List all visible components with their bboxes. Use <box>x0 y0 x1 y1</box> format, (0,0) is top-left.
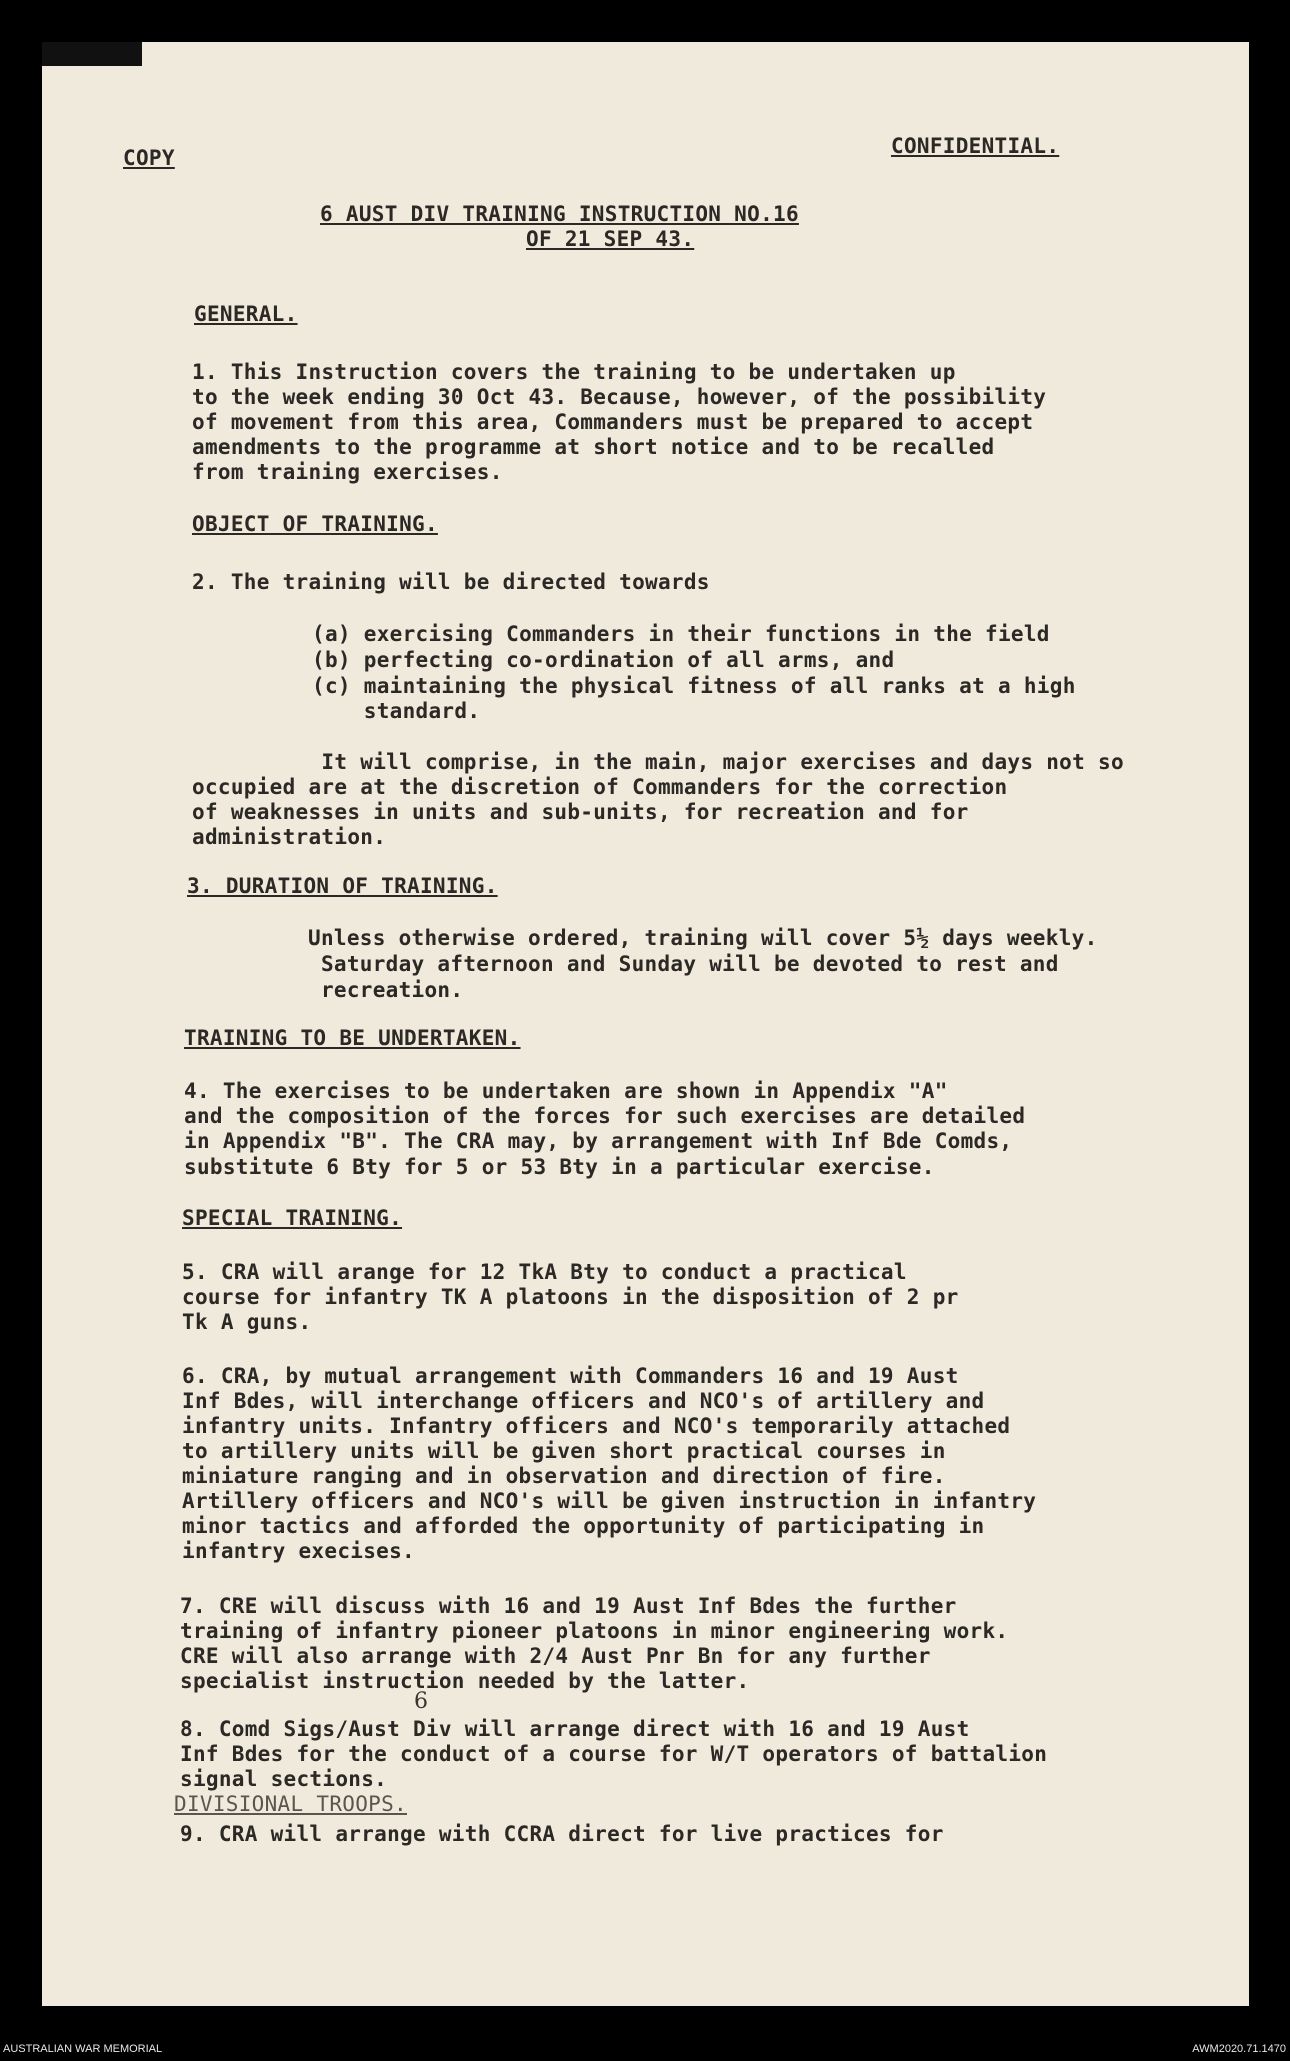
p2-item: standard. <box>312 699 481 723</box>
p1-line: to the week ending 30 Oct 43. Because, however, of the possibility <box>192 385 1047 409</box>
p6-line: infantry units. Infantry officers and NCO's temporarily attached <box>182 1414 1011 1438</box>
p4-line: and the composition of the forces for such exercises are detailed <box>184 1104 1026 1128</box>
classification: CONFIDENTIAL. <box>891 134 1060 158</box>
p5-line: course for infantry TK A platoons in the disposition of 2 pr <box>182 1285 959 1309</box>
p6-line: miniature ranging and in observation and direction of fire. <box>182 1464 946 1488</box>
p8-line: signal sections. <box>180 1767 388 1791</box>
p7-line: training of infantry pioneer platoons in minor engineering work. <box>180 1619 1009 1643</box>
p4-line: substitute 6 Bty for 5 or 53 Bty in a particular exercise. <box>184 1155 935 1179</box>
p6-line: 6. CRA, by mutual arrangement with Commanders 16 and 19 Aust <box>182 1364 959 1388</box>
footer-archive-name: AUSTRALIAN WAR MEMORIAL <box>3 2043 163 2055</box>
title-line-2: OF 21 SEP 43. <box>526 227 695 251</box>
p1-line: of movement from this area, Commanders must be prepared to accept <box>192 410 1034 434</box>
p2-intro: 2. The training will be directed towards <box>192 570 710 594</box>
heading-duration: 3. DURATION OF TRAINING. <box>187 874 498 898</box>
p4-line: 4. The exercises to be undertaken are shown in Appendix "A" <box>184 1079 948 1103</box>
p6-line: to artillery units will be given short practical courses in <box>182 1439 946 1463</box>
heading-object-of-training: OBJECT OF TRAINING. <box>192 512 438 536</box>
document-page <box>42 42 1249 2006</box>
p8-line: 8. Comd Sigs/Aust Div will arrange direct with 16 and 19 Aust <box>180 1717 970 1741</box>
p5-line: Tk A guns. <box>182 1310 312 1334</box>
p1-line: 1. This Instruction covers the training to be undertaken up <box>192 360 956 384</box>
footer-archive-id: AWM2020.71.1470 <box>1192 2043 1286 2055</box>
p2-more-line: of weaknesses in units and sub-units, for recreation and for <box>192 800 969 824</box>
p6-line: infantry execises. <box>182 1539 415 1563</box>
p3-line: Unless otherwise ordered, training will cover 5½ days weekly. <box>308 926 1098 950</box>
p5-line: 5. CRA will arange for 12 TkA Bty to conduct a practical <box>182 1260 907 1284</box>
p1-line: from training exercises. <box>192 460 503 484</box>
p7-line: CRE will also arrange with 2/4 Aust Pnr Bn for any further <box>180 1644 931 1668</box>
p2-item: (a) exercising Commanders in their functions in the field <box>312 622 1050 646</box>
title-line-1: 6 AUST DIV TRAINING INSTRUCTION NO.16 <box>320 202 799 226</box>
p6-line: minor tactics and afforded the opportunity of participating in <box>182 1514 985 1538</box>
p3-line: recreation. <box>308 978 464 1002</box>
p4-line: in Appendix "B". The CRA may, by arrangement with Inf Bde Comds, <box>184 1129 1013 1153</box>
copy-mark: COPY <box>123 146 175 170</box>
p6-line: Artillery officers and NCO's will be given instruction in infantry <box>182 1489 1037 1513</box>
heading-general: GENERAL. <box>194 302 298 326</box>
p3-line: Saturday afternoon and Sunday will be devoted to rest and <box>308 952 1059 976</box>
p7-line: specialist instruction needed by the latter. <box>180 1669 750 1693</box>
p9-line: 9. CRA will arrange with CCRA direct for live practices for <box>180 1822 944 1846</box>
heading-special-training: SPECIAL TRAINING. <box>182 1206 403 1230</box>
p2-item: (b) perfecting co-ordination of all arms, and <box>312 648 895 672</box>
heading-training-undertaken: TRAINING TO BE UNDERTAKEN. <box>184 1026 521 1050</box>
p1-line: amendments to the programme at short notice and to be recalled <box>192 435 995 459</box>
page-corner-tear <box>42 42 142 66</box>
p2-more-line: It will comprise, in the main, major exercises and days not so <box>192 750 1124 774</box>
p8-line: Inf Bdes for the conduct of a course for W/T operators of battalion <box>180 1742 1048 1766</box>
handwritten-annotation: 6 <box>414 1689 429 1714</box>
p2-more-line: administration. <box>192 825 387 849</box>
p2-more-line: occupied are at the discretion of Commanders for the correction <box>192 775 1008 799</box>
p7-line: 7. CRE will discuss with 16 and 19 Aust Inf Bdes the further <box>180 1594 957 1618</box>
divisional-troops-heading: DIVISIONAL TROOPS. <box>174 1792 407 1816</box>
p6-line: Inf Bdes, will interchange officers and NCO's of artillery and <box>182 1389 985 1413</box>
p2-item: (c) maintaining the physical fitness of all ranks at a high <box>312 674 1076 698</box>
